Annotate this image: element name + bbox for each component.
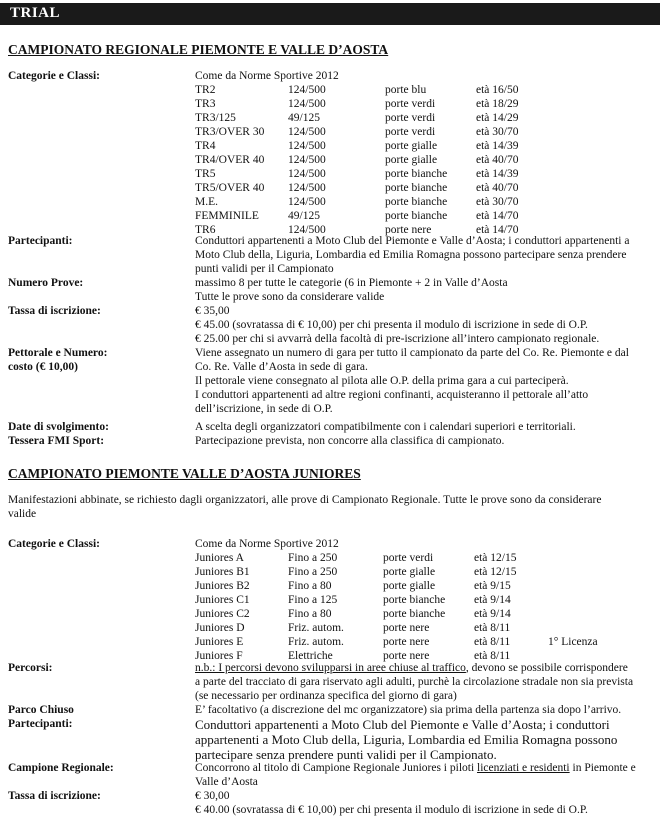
- s1-numero-prove-label: Numero Prove:: [8, 277, 84, 289]
- s2-percorsi-line: (se necessario per ordinanza specifica del giorno di gara): [195, 690, 457, 702]
- s2-percorsi-rest: , devono se possibile corrispondere: [465, 662, 628, 674]
- s1-date-label: Date di svolgimento:: [8, 421, 109, 433]
- s2-campione-label: Campione Regionale:: [8, 762, 114, 774]
- s1-partecipanti-line: Moto Club della, Liguria, Lombardia ed Emilia Romagna possono partecipare senza prendere: [195, 249, 627, 261]
- s2-partecipanti-line: partecipare senza prendere punti validi per il Campionato.: [195, 747, 497, 762]
- s2-class-porte: porte bianche: [383, 608, 446, 620]
- s2-class-eta: età 12/15: [474, 552, 517, 564]
- s1-partecipanti-line: Conduttori appartenenti a Moto Club del Piemonte e Valle d’Aosta; i conduttori appartenenti a: [195, 235, 630, 247]
- s2-intro-line: valide: [8, 508, 37, 520]
- s1-numero-prove-line: massimo 8 per tutte le categorie (6 in Piemonte + 2 in Valle d’Aosta: [195, 277, 508, 289]
- s1-class-cc: 49/125: [288, 210, 320, 222]
- s2-class-cc: Fino a 250: [288, 552, 338, 564]
- s1-class-eta: età 16/50: [476, 84, 519, 96]
- s2-class-eta: età 9/14: [474, 594, 511, 606]
- s1-class-name: M.E.: [195, 196, 218, 208]
- s2-partecipanti-line: appartenenti a Moto Club della, Liguria, Lombardia ed Emilia Romagna possono: [195, 732, 618, 747]
- s1-class-cc: 124/500: [288, 84, 326, 96]
- s2-class-eta: età 9/14: [474, 608, 511, 620]
- s2-class-cc: Elettriche: [288, 650, 333, 662]
- s2-class-name: Juniores D: [195, 622, 245, 634]
- s2-class-porte: porte gialle: [383, 580, 436, 592]
- s1-class-porte: porte bianche: [385, 196, 448, 208]
- s1-class-eta: età 14/70: [476, 210, 519, 222]
- s1-class-eta: età 14/39: [476, 168, 519, 180]
- s1-class-cc: 124/500: [288, 154, 326, 166]
- s1-pettorale-costo-label: costo (€ 10,00): [8, 361, 78, 373]
- s2-class-cc: Fino a 250: [288, 566, 338, 578]
- s1-class-eta: età 18/29: [476, 98, 519, 110]
- s1-tessera-label: Tessera FMI Sport:: [8, 435, 105, 447]
- s2-class-eta: età 12/15: [474, 566, 517, 578]
- s2-class-eta: età 9/15: [474, 580, 511, 592]
- s1-class-cc: 124/500: [288, 196, 326, 208]
- s1-norme-text: Come da Norme Sportive 2012: [195, 70, 339, 82]
- s1-class-name: TR4/OVER 40: [195, 154, 265, 166]
- s2-percorsi-note: n.b.: I percorsi devono svilupparsi in aree chiuse al traffico: [195, 662, 466, 674]
- s1-class-name: TR3/125: [195, 112, 236, 124]
- s1-class-name: FEMMINILE: [195, 210, 259, 222]
- s2-tassa-label: Tassa di iscrizione:: [8, 790, 101, 802]
- section2-title: CAMPIONATO PIEMONTE VALLE D’AOSTA JUNIORES: [8, 466, 361, 481]
- s1-class-porte: porte verdi: [385, 98, 436, 110]
- s2-class-porte: porte nere: [383, 650, 430, 662]
- s1-class-name: TR5: [195, 168, 216, 180]
- s2-class-eta: età 8/11: [474, 622, 511, 634]
- s2-percorsi-first-line: [195, 662, 628, 674]
- s2-class-name: Juniores E: [195, 636, 244, 648]
- s1-tassa-line: € 25.00 per chi si avvarrà della facoltà di pre-iscrizione all’intero campionato regionale.: [195, 333, 600, 345]
- s1-class-porte: porte bianche: [385, 210, 448, 222]
- s2-campione-line2: Valle d’Aosta: [195, 776, 258, 788]
- s1-tessera-text: Partecipazione prevista, non concorre alla classifica di campionato.: [195, 435, 505, 447]
- section1-title: CAMPIONATO REGIONALE PIEMONTE E VALLE D’AOSTA: [8, 42, 389, 57]
- s1-class-cc: 124/500: [288, 126, 326, 138]
- s1-class-name: TR6: [195, 224, 216, 236]
- s2-class-porte: porte nere: [383, 622, 430, 634]
- s2-percorsi-label: Percorsi:: [8, 662, 53, 674]
- s1-pettorale-label: Pettorale e Numero:: [8, 347, 108, 359]
- s1-class-eta: età 30/70: [476, 196, 519, 208]
- s1-date-text: A scelta degli organizzatori compatibilmente con i calendari superiori e territoriali.: [195, 421, 576, 433]
- s2-campione-pre: Concorrono al titolo di Campione Regionale Juniores i piloti: [195, 762, 478, 774]
- s1-tassa-line: € 45.00 (sovratassa di € 10,00) per chi presenta il modulo di iscrizione in sede di O.P.: [195, 319, 588, 331]
- s2-percorsi-line: a parte del tracciato di gara riservato agli adulti, purchè la circolazione stradale non sia prevista: [195, 676, 634, 688]
- s1-class-name: TR3/OVER 30: [195, 126, 265, 138]
- s1-class-eta: età 30/70: [476, 126, 519, 138]
- s2-class-cc: Fino a 125: [288, 594, 338, 606]
- s2-partecipanti-label: Partecipanti:: [8, 718, 73, 730]
- s2-class-porte: porte nere: [383, 636, 430, 648]
- s2-campione-highlight: licenziati e residenti: [477, 762, 570, 774]
- s2-class-cc: Fino a 80: [288, 608, 332, 620]
- s1-class-cc: 124/500: [288, 140, 326, 152]
- s2-class-name: Juniores F: [195, 650, 243, 662]
- s1-categorie-label: Categorie e Classi:: [8, 70, 100, 82]
- s1-class-porte: porte nere: [385, 224, 432, 236]
- s2-partecipanti-line: Conduttori appartenenti a Moto Club del Piemonte e Valle d’Aosta; i conduttori: [195, 717, 610, 732]
- s2-parco-text: E’ facoltativo (a discrezione del mc organizzatore) sia prima della partenza sia dopo l’arrivo.: [195, 704, 622, 716]
- s2-class-name: Juniores C1: [195, 594, 250, 606]
- s1-pettorale-line: dell’iscrizione, in sede di O.P.: [195, 403, 333, 415]
- s1-pettorale-line: Co. Re. Valle d’Aosta in sede di gara.: [195, 361, 368, 373]
- s1-class-porte: porte bianche: [385, 182, 448, 194]
- s1-class-name: TR3: [195, 98, 216, 110]
- s1-class-cc: 124/500: [288, 98, 326, 110]
- s2-class-eta: età 8/11: [474, 650, 511, 662]
- s1-class-cc: 124/500: [288, 182, 326, 194]
- s2-parco-label: Parco Chiuso: [8, 704, 74, 716]
- s1-tassa-line: € 35,00: [195, 305, 230, 317]
- s1-pettorale-line: I conduttori appartenenti ad altre regioni confinanti, acquisteranno il pettorale all’atto: [195, 389, 589, 401]
- s1-class-cc: 124/500: [288, 168, 326, 180]
- s2-class-extra: 1° Licenza: [548, 636, 598, 648]
- s2-class-porte: porte bianche: [383, 594, 446, 606]
- s1-class-porte: porte bianche: [385, 168, 448, 180]
- s2-class-name: Juniores B1: [195, 566, 250, 578]
- s2-class-cc: Fino a 80: [288, 580, 332, 592]
- header-bar: [0, 3, 660, 25]
- s1-class-porte: porte blu: [385, 84, 427, 96]
- s2-class-cc: Friz. autom.: [288, 636, 344, 648]
- s1-class-eta: età 14/29: [476, 112, 519, 124]
- s1-class-porte: porte verdi: [385, 126, 436, 138]
- s1-pettorale-line: Il pettorale viene consegnato al pilota alle O.P. della prima gara a cui parteciperà.: [195, 375, 569, 387]
- s2-class-porte: porte gialle: [383, 566, 436, 578]
- s1-class-eta: età 40/70: [476, 182, 519, 194]
- header-title: TRIAL: [10, 5, 61, 21]
- s1-class-porte: porte gialle: [385, 140, 438, 152]
- s2-categorie-label: Categorie e Classi:: [8, 538, 100, 550]
- s2-tassa-line: € 30,00: [195, 790, 230, 802]
- s1-class-eta: età 14/70: [476, 224, 519, 236]
- s1-numero-prove-line: Tutte le prove sono da considerare valide: [195, 291, 385, 303]
- s2-campione-post: in Piemonte e: [569, 762, 636, 774]
- s1-class-name: TR4: [195, 140, 216, 152]
- s2-class-eta: età 8/11: [474, 636, 511, 648]
- s2-class-cc: Friz. autom.: [288, 622, 344, 634]
- s1-partecipanti-label: Partecipanti:: [8, 235, 73, 247]
- s2-intro-line: Manifestazioni abbinate, se richiesto dagli organizzatori, alle prove di Campionato Regionale. Tutte le prove sono da considerare: [8, 494, 602, 506]
- s1-pettorale-line: Viene assegnato un numero di gara per tutto il campionato da parte del Co. Re. Piemonte e dal: [195, 347, 629, 359]
- s1-tassa-label: Tassa di iscrizione:: [8, 305, 101, 317]
- s1-class-eta: età 40/70: [476, 154, 519, 166]
- s2-tassa-line: € 40.00 (sovratassa di € 10,00) per chi presenta il modulo di iscrizione in sede di O.P.: [195, 804, 588, 816]
- s2-campione-first-line: [195, 762, 636, 774]
- s1-partecipanti-line: punti validi per il Campionato: [195, 263, 334, 275]
- s1-class-name: TR2: [195, 84, 216, 96]
- s2-class-name: Juniores C2: [195, 608, 250, 620]
- s1-class-porte: porte gialle: [385, 154, 438, 166]
- s2-class-name: Juniores B2: [195, 580, 250, 592]
- s1-class-name: TR5/OVER 40: [195, 182, 265, 194]
- s2-class-porte: porte verdi: [383, 552, 434, 564]
- s1-class-cc: 124/500: [288, 224, 326, 236]
- s2-class-name: Juniores A: [195, 552, 244, 564]
- s2-norme-text: Come da Norme Sportive 2012: [195, 538, 339, 550]
- s1-class-eta: età 14/39: [476, 140, 519, 152]
- s1-class-porte: porte verdi: [385, 112, 436, 124]
- s1-class-cc: 49/125: [288, 112, 320, 124]
